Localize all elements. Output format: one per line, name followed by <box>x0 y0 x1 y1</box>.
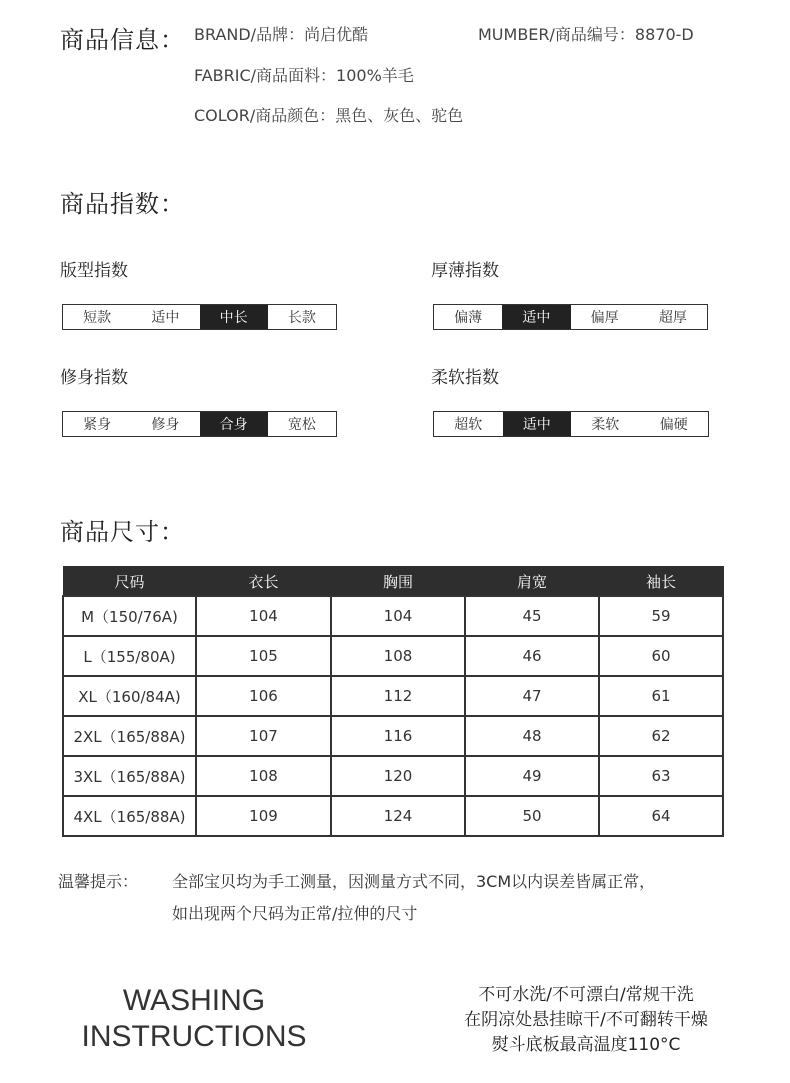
scale-option: 适中 <box>502 305 570 329</box>
scale-option: 超厚 <box>658 310 687 326</box>
index-label-slimness: 修身指数 <box>60 368 128 388</box>
header-cell: 肩宽 <box>465 567 599 597</box>
index-scale-slimness <box>62 411 337 437</box>
table-cell: 62 <box>599 716 723 756</box>
index-label-fit-length: 版型指数 <box>60 261 128 281</box>
scale-option: 超软 <box>454 417 483 433</box>
table-cell: 59 <box>599 596 723 636</box>
table-cell: XL（160/84A) <box>63 676 196 716</box>
header-cell: 衣长 <box>196 567 331 597</box>
scale-option: 紧身 <box>83 417 112 433</box>
scale-option: 偏薄 <box>454 310 483 326</box>
scale-option: 偏厚 <box>590 310 619 326</box>
scale-option: 中长 <box>200 305 268 329</box>
product-number-info: MUMBER/商品编号：8870-D <box>478 25 694 44</box>
table-cell: 63 <box>599 756 723 796</box>
scale-option: 合身 <box>200 412 268 436</box>
table-cell: 48 <box>465 716 599 756</box>
table-cell: 124 <box>331 796 465 836</box>
table-row <box>63 796 723 836</box>
table-cell: 45 <box>465 596 599 636</box>
index-scale-softness <box>433 411 709 437</box>
table-cell: 2XL（165/88A) <box>63 716 196 756</box>
scale-option: 偏硬 <box>659 417 688 433</box>
table-cell: M（150/76A) <box>63 596 196 636</box>
size-table-header <box>63 567 723 597</box>
table-cell: 105 <box>196 636 331 676</box>
table-cell: 108 <box>196 756 331 796</box>
index-scale-thickness <box>433 304 708 330</box>
table-cell: 104 <box>331 596 465 636</box>
tip-line-1: 全部宝贝均为手工测量，因测量方式不同，3CM以内误差皆属正常， <box>172 872 656 891</box>
fabric-info: FABRIC/商品面料：100%羊毛 <box>194 66 414 85</box>
scale-option: 短款 <box>83 310 112 326</box>
table-cell: L（155/80A) <box>63 636 196 676</box>
table-cell: 106 <box>196 676 331 716</box>
scale-option: 修身 <box>151 417 180 433</box>
info-section-title: 商品信息： <box>60 26 185 54</box>
size-table <box>62 566 724 837</box>
tip-line-2: 如出现两个尺码为正常/拉伸的尺寸 <box>172 904 418 923</box>
scale-option: 长款 <box>287 310 316 326</box>
color-info: COLOR/商品颜色：黑色、灰色、驼色 <box>194 106 464 125</box>
scale-option: 柔软 <box>591 417 620 433</box>
table-cell: 64 <box>599 796 723 836</box>
header-cell: 胸围 <box>331 567 465 597</box>
table-cell: 116 <box>331 716 465 756</box>
table-cell: 50 <box>465 796 599 836</box>
header-cell: 袖长 <box>599 567 723 597</box>
table-cell: 60 <box>599 636 723 676</box>
index-label-thickness: 厚薄指数 <box>431 261 499 281</box>
table-cell: 4XL（165/88A) <box>63 796 196 836</box>
tip-label: 温馨提示： <box>58 872 139 891</box>
table-row <box>63 596 723 636</box>
washing-instruction-3: 熨斗底板最高温度110°C <box>491 1035 681 1055</box>
washing-instruction-2: 在阴凉处悬挂晾干/不可翻转干燥 <box>464 1010 708 1030</box>
table-row <box>63 756 723 796</box>
table-cell: 104 <box>196 596 331 636</box>
size-section-title: 商品尺寸： <box>60 518 185 546</box>
table-cell: 49 <box>465 756 599 796</box>
table-cell: 120 <box>331 756 465 796</box>
table-cell: 112 <box>331 676 465 716</box>
washing-title-line-1: WASHING <box>122 984 266 1017</box>
brand-info: BRAND/品牌：尚启优酷 <box>194 25 369 44</box>
table-cell: 61 <box>599 676 723 716</box>
table-row <box>63 636 723 676</box>
scale-option: 宽松 <box>287 417 316 433</box>
table-row <box>63 676 723 716</box>
table-cell: 107 <box>196 716 331 756</box>
table-row <box>63 716 723 756</box>
index-label-softness: 柔软指数 <box>431 368 499 388</box>
header-cell: 尺码 <box>63 567 196 597</box>
table-cell: 3XL（165/88A) <box>63 756 196 796</box>
table-cell: 47 <box>465 676 599 716</box>
scale-option: 适中 <box>151 310 180 326</box>
washing-title-line-2: INSTRUCTIONS <box>81 1020 307 1053</box>
index-section-title: 商品指数： <box>60 190 185 218</box>
scale-option: 适中 <box>503 412 572 436</box>
table-cell: 46 <box>465 636 599 676</box>
table-cell: 109 <box>196 796 331 836</box>
index-scale-fit-length <box>62 304 337 330</box>
table-cell: 108 <box>331 636 465 676</box>
washing-instruction-1: 不可水洗/不可漂白/常规干洗 <box>478 985 694 1005</box>
